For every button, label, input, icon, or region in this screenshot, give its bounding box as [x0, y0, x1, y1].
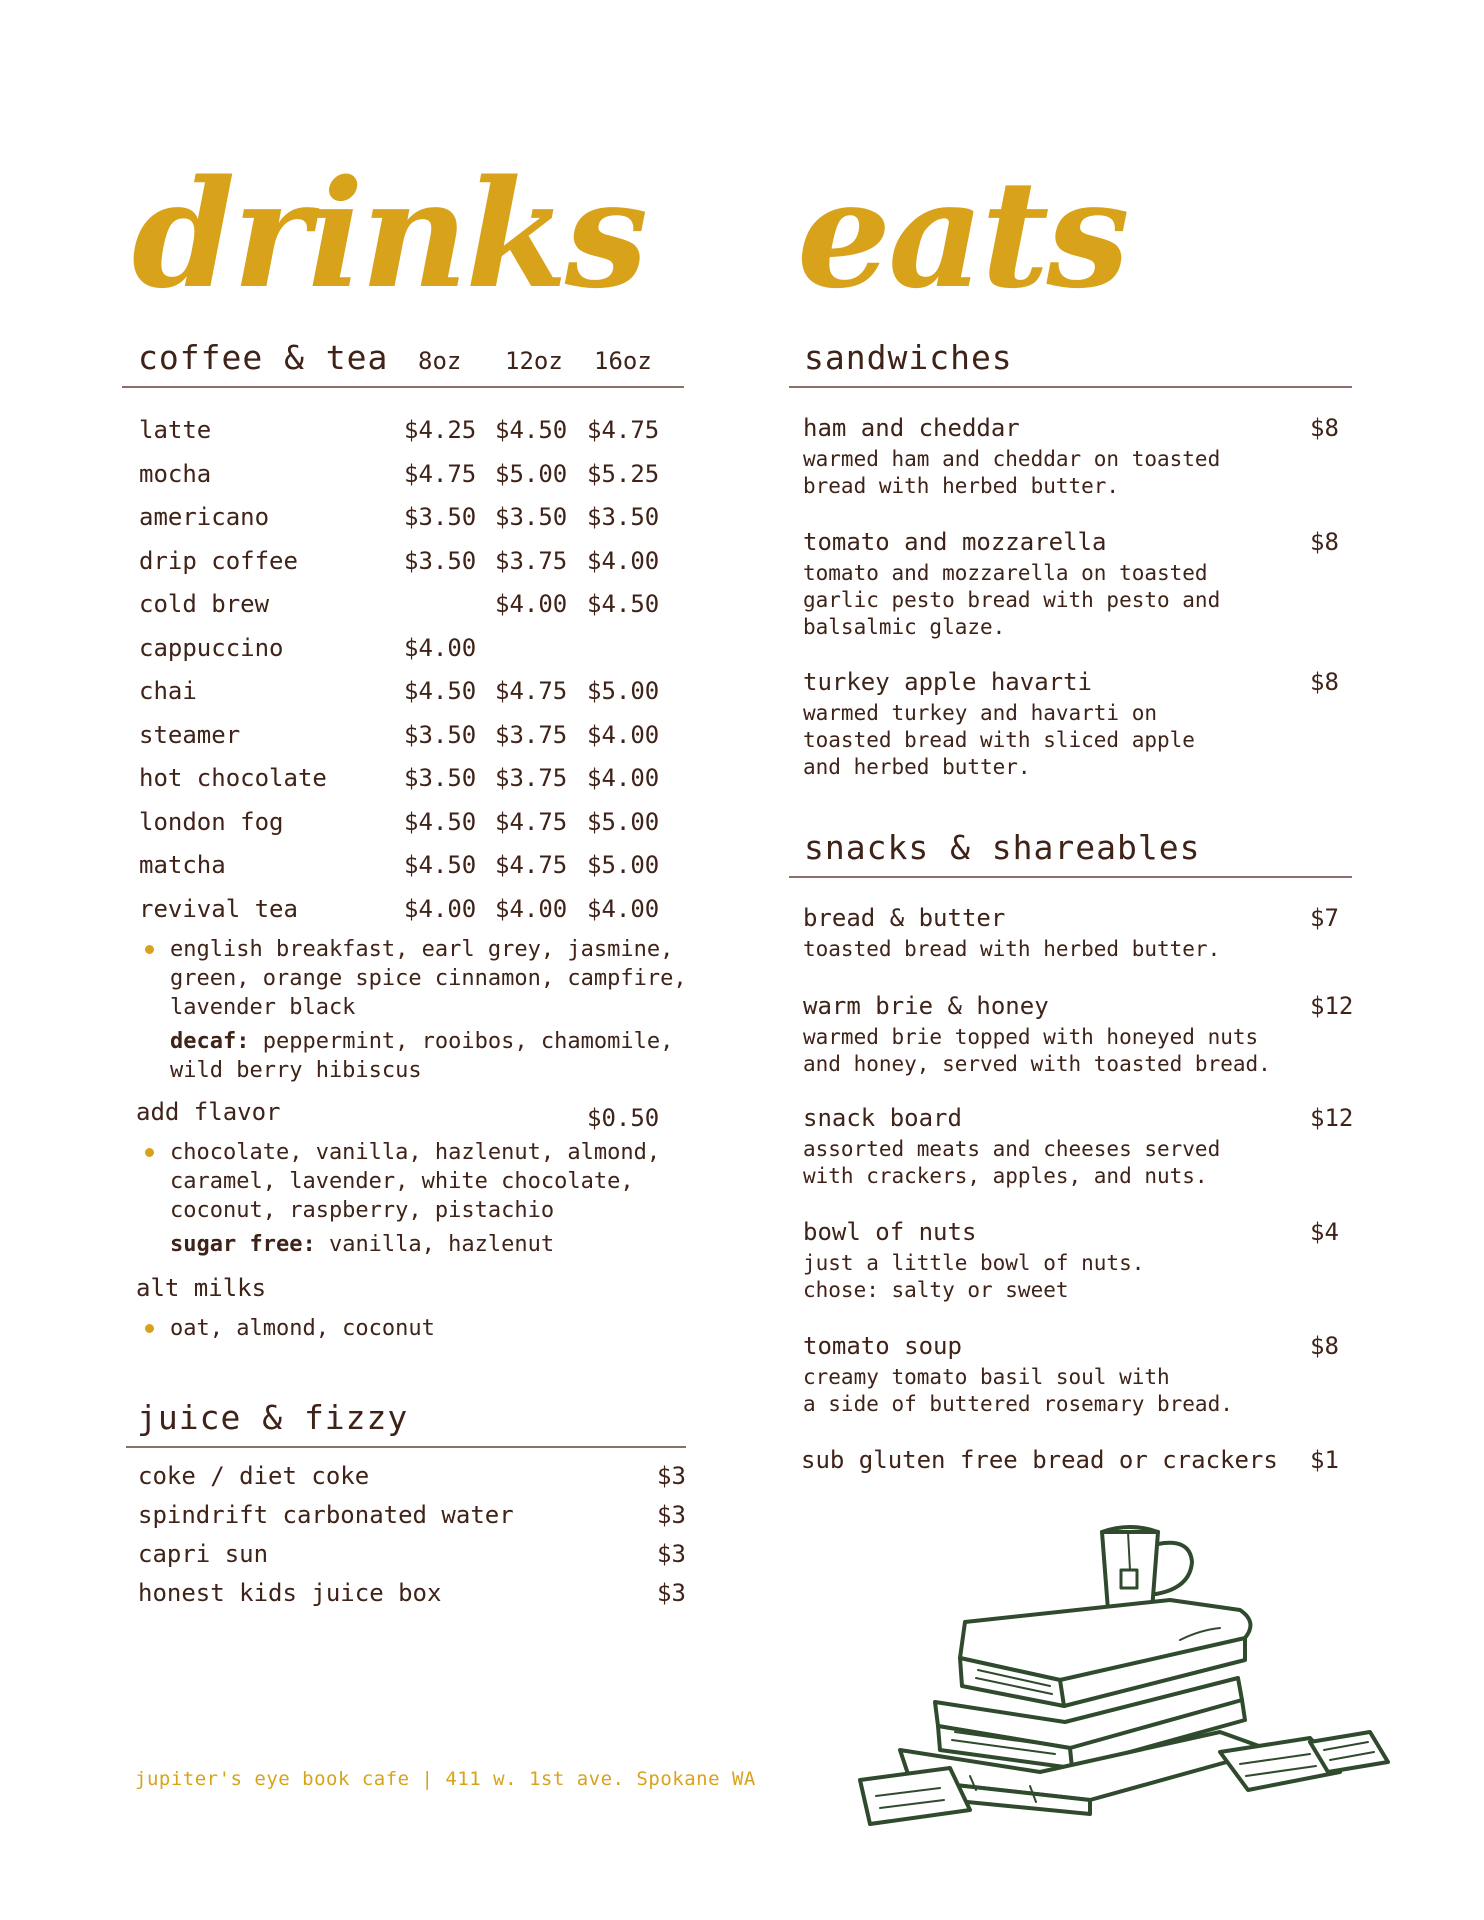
snack-item-price: $7: [1310, 904, 1339, 932]
add-flavor-price: $0.50: [587, 1104, 660, 1132]
add-flavor-label: add flavor: [136, 1098, 281, 1126]
sandwiches-heading: sandwiches: [804, 338, 1013, 377]
coffee-price-12oz: $4.00: [495, 894, 568, 923]
snack-item-name: tomato soup: [803, 1332, 962, 1360]
coffee-item-name: latte: [139, 416, 212, 444]
juice-item-name: honest kids juice box: [138, 1579, 442, 1607]
size-16oz: 16oz: [594, 347, 652, 375]
sandwiches-divider: [789, 386, 1352, 388]
tea-list: english breakfast, earl grey, jasmine, green, orange spice cinnamon, campfire, lavender black: [170, 937, 687, 1020]
sandwich-item-price: $8: [1310, 528, 1339, 556]
coffee-price-8oz: $3.50: [404, 764, 477, 792]
coffee-price-16oz: $4.00: [587, 720, 660, 749]
sandwich-item-name: turkey apple havarti: [803, 668, 1092, 696]
coffee-price-16oz: $5.00: [587, 677, 660, 705]
coffee-price-12oz: $4.75: [495, 851, 568, 879]
coffee-price-16oz: $5.00: [587, 807, 660, 836]
snack-item-name: snack board: [803, 1104, 962, 1132]
juice-fizzy-heading: juice & fizzy: [137, 1398, 409, 1437]
coffee-price-16oz: $4.00: [587, 894, 660, 923]
snack-item-name: warm brie & honey: [803, 992, 1049, 1020]
coffee-item-name: cappuccino: [139, 633, 284, 662]
snack-item-price: $12: [1310, 992, 1354, 1020]
snack-item-name: bread & butter: [803, 904, 1006, 932]
juice-item-name: capri sun: [138, 1540, 269, 1568]
decaf-list: peppermint, rooibos, chamomile,: [249, 1029, 674, 1054]
decaf-list-2: wild berry hibiscus: [170, 1058, 422, 1083]
sugar-free-line: [170, 1230, 554, 1259]
alt-milks-list: oat, almond, coconut: [170, 1316, 435, 1341]
snack-item-price: $12: [1310, 1104, 1354, 1132]
snacks-heading: snacks & shareables: [804, 828, 1201, 867]
coffee-price-12oz: $4.00: [495, 590, 568, 618]
snack-item-description: just a little bowl of nuts. chose: salty or sweet: [803, 1251, 1145, 1302]
sandwich-item-description: tomato and mozzarella on toasted garlic pesto bread with pesto and balsalmic glaze.: [803, 561, 1221, 639]
sugar-free-label: sugar free:: [170, 1232, 316, 1257]
coffee-price-16oz: $4.50: [587, 590, 660, 618]
coffee-price-8oz: $3.50: [404, 503, 477, 531]
coffee-item-name: steamer: [139, 720, 241, 749]
coffee-price-8oz: $4.50: [404, 677, 477, 705]
coffee-price-8oz: $4.00: [404, 894, 477, 923]
coffee-price-16oz: $4.00: [587, 546, 660, 575]
decaf-label: decaf:: [170, 1029, 250, 1054]
snacks-divider: [789, 876, 1352, 878]
coffee-price-8oz: $3.50: [404, 546, 477, 575]
sandwich-item-description: warmed turkey and havarti on toasted bread with sliced apple and herbed butter.: [803, 701, 1195, 779]
snack-item-description: toasted bread with herbed butter.: [803, 937, 1221, 961]
juice-item-price: $3: [657, 1540, 686, 1568]
coffee-item-name: cold brew: [139, 590, 270, 618]
coffee-tea-heading: coffee & tea: [138, 338, 389, 377]
snack-item-description: assorted meats and cheeses served with crackers, apples, and nuts.: [803, 1137, 1221, 1188]
juice-item-price: $3: [657, 1579, 686, 1607]
snack-item-price: $8: [1310, 1332, 1339, 1360]
coffee-price-12oz: $3.75: [495, 720, 568, 749]
coffee-price-12oz: $3.75: [495, 546, 568, 575]
coffee-divider: [122, 386, 684, 388]
coffee-price-12oz: $3.75: [495, 764, 568, 792]
coffee-item-name: hot chocolate: [139, 764, 327, 792]
gluten-free-option: sub gluten free bread or crackers: [801, 1446, 1278, 1474]
juice-item-price: $3: [657, 1501, 686, 1529]
coffee-item-name: americano: [139, 503, 270, 531]
snack-item-price: $4: [1310, 1218, 1339, 1246]
tea-bullet: [145, 945, 154, 954]
drinks-title: drinks: [132, 147, 646, 321]
alt-milks-label: alt milks: [136, 1274, 267, 1302]
coffee-item-name: chai: [139, 677, 197, 705]
coffee-price-16oz: $4.75: [587, 416, 660, 444]
coffee-price-16oz: $4.00: [587, 764, 660, 792]
flavor-list: chocolate, vanilla, hazlenut, almond, caramel, lavender, white chocolate, coconut, raspberry, pistachio: [170, 1140, 661, 1223]
juice-item-name: coke / diet coke: [138, 1462, 370, 1490]
books-and-mug-icon: [840, 1510, 1400, 1830]
coffee-price-12oz: $4.75: [495, 807, 568, 836]
footer-address: jupiter's eye book cafe | 411 w. 1st ave. Spokane WA: [135, 1768, 756, 1790]
coffee-price-8oz: $4.50: [404, 851, 477, 879]
eats-title: eats: [797, 147, 1127, 321]
coffee-item-name: matcha: [139, 851, 226, 879]
coffee-price-8oz: $4.25: [404, 416, 477, 444]
decaf-line: [170, 1027, 673, 1056]
juice-item-name: spindrift carbonated water: [138, 1501, 514, 1529]
coffee-price-16oz: $3.50: [587, 503, 660, 531]
coffee-price-8oz: $4.75: [404, 459, 477, 488]
coffee-item-name: revival tea: [139, 894, 298, 923]
sandwich-item-price: $8: [1310, 668, 1339, 696]
coffee-price-16oz: $5.25: [587, 459, 660, 488]
sandwich-item-description: warmed ham and cheddar on toasted bread with herbed butter.: [803, 447, 1221, 498]
snack-item-description: warmed brie topped with honeyed nuts and honey, served with toasted bread.: [803, 1025, 1271, 1076]
juice-item-price: $3: [657, 1462, 686, 1490]
coffee-price-12oz: $4.50: [495, 416, 568, 444]
coffee-item-name: mocha: [139, 459, 212, 488]
gluten-free-price: $1: [1310, 1446, 1339, 1474]
flavor-bullet: [145, 1148, 154, 1157]
coffee-price-12oz: $5.00: [495, 459, 568, 488]
sandwich-item-name: tomato and mozzarella: [803, 528, 1107, 556]
coffee-item-name: london fog: [139, 807, 284, 836]
coffee-price-8oz: $4.50: [404, 807, 477, 836]
coffee-price-8oz: $3.50: [404, 720, 477, 749]
milk-bullet: [145, 1324, 154, 1333]
coffee-price-16oz: $5.00: [587, 851, 660, 879]
coffee-price-8oz: $4.00: [404, 633, 477, 662]
snack-item-name: bowl of nuts: [803, 1218, 977, 1246]
sugar-free-list: vanilla, hazlenut: [315, 1232, 555, 1257]
coffee-price-12oz: $3.50: [495, 503, 568, 531]
coffee-price-12oz: $4.75: [495, 677, 568, 705]
snack-item-description: creamy tomato basil soul with a side of buttered rosemary bread.: [803, 1365, 1233, 1416]
size-12oz: 12oz: [505, 347, 563, 375]
sandwich-item-name: ham and cheddar: [803, 414, 1020, 442]
size-8oz: 8oz: [418, 347, 462, 375]
coffee-item-name: drip coffee: [139, 546, 298, 575]
juice-divider: [126, 1446, 686, 1448]
sandwich-item-price: $8: [1310, 414, 1339, 442]
